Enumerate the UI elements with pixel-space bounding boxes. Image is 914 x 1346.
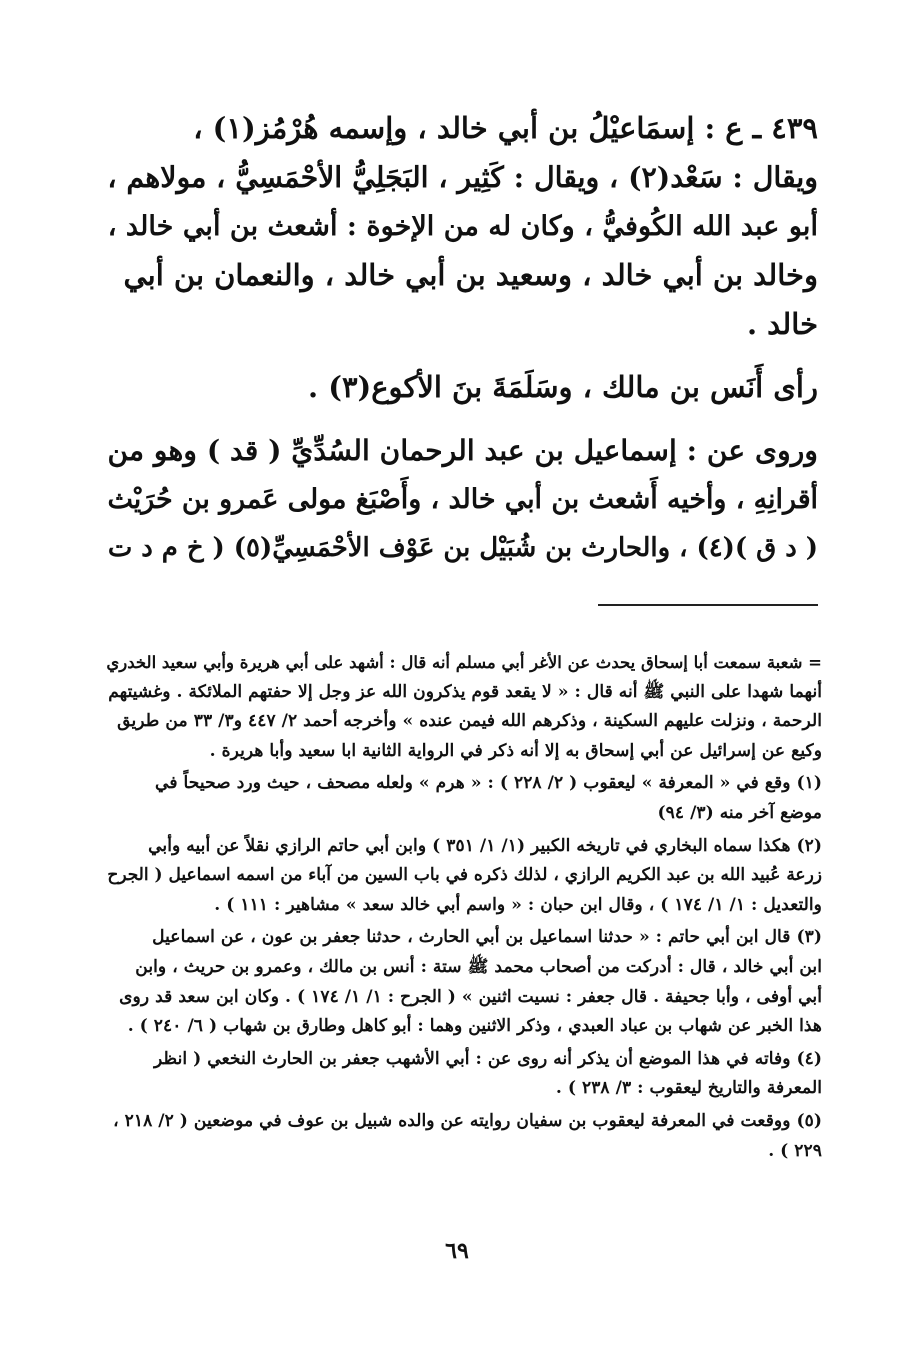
footnote-line: ابن أبي خالد ، قال : أدركت من أصحاب محمد ﷺ ستة : أنس بن مالك ، وعمرو بن حريث ، وابن xyxy=(135,956,822,977)
footnote-line: الرحمة ، ونزلت عليهم السكينة ، وذكرهم الله فيمن عنده » وأخرجه أحمد ٢/ ٤٤٧ و٣/ ٣٣ من طريق xyxy=(117,711,822,732)
footnote-line: (٣) قال ابن أبي حاتم : « حدثنا اسماعيل بن أبي الحارث ، حدثنا جعفر بن عون ، عن اسماعيل xyxy=(152,927,822,948)
text-line: ( د ق )(٤) ، والحارث بن شُبَيْل بن عَوْف الأحْمَسِيِّ(٥) ( خ م د ت xyxy=(107,533,818,563)
text-line: ٤٣٩ ـ ع : إسمَاعيْلُ بن أبي خالد ، وإسمه هُرْمُز(١) ، xyxy=(193,111,818,145)
footnote-line: هذا الخبر عن شهاب بن عباد العبدي ، وذكر الاثنين وهما : أبو كاهل وطارق بن شهاب ( ٦/ ٢٤٠ ) . xyxy=(127,1016,822,1037)
text-line: وروى عن : إسماعيل بن عبد الرحمان السُدِّيِّ ( قد ) وهو من xyxy=(107,433,818,467)
footnote-separator xyxy=(598,604,818,606)
footnote-3 xyxy=(100,923,822,1041)
footnotes xyxy=(100,648,822,1169)
footnote-line: (١) وقع في « المعرفة » ليعقوب ( ٢/ ٢٢٨ ) : « هرم » ولعله مصحف ، حيث ورد صحيحاً في xyxy=(155,773,822,794)
footnote-4 xyxy=(100,1045,822,1104)
footnote-5 xyxy=(100,1107,822,1166)
footnote-line: ٢٢٩ ) . xyxy=(768,1140,822,1161)
footnote-line: المعرفة والتاريخ ليعقوب : ٣/ ٢٣٨ ) . xyxy=(555,1078,822,1099)
biography-entry-header xyxy=(100,104,818,349)
footnote-line: (٤) وفاته في هذا الموضع أن يذكر أنه روى عن : أبي الأشهب جعفر بن الحارث النخعي ( انظر xyxy=(154,1048,822,1069)
footnote-line: والتعديل : ١/ ١/ ١٧٤ ) ، وقال ابن حبان : « واسم أبي خالد سعد » مشاهير : ١١١ ) . xyxy=(214,894,822,915)
text-line: أقرانِهِ ، وأخيه أَشعث بن أبي خالد ، وأَصْبَغ مولى عَمرو بن حُرَيْث xyxy=(107,484,818,515)
text-line: خالد . xyxy=(746,307,818,341)
footnote-continuation xyxy=(100,648,822,766)
footnote-line: أبي أوفى ، وأبا جحيفة . قال جعفر : نسيت اثنين » ( الجرح : ١/ ١/ ١٧٤ ) . وكان ابن سعد قد روى xyxy=(119,986,822,1007)
footnote-line: موضع آخر منه (٣/ ٩٤) xyxy=(657,802,822,823)
footnote-1 xyxy=(100,769,822,828)
page-number: ٦٩ xyxy=(445,1238,469,1264)
footnote-2 xyxy=(100,832,822,921)
footnote-line: (٢) هكذا سماه البخاري في تاريخه الكبير (١/ ١/ ٣٥١ ) وابن أبي حاتم الرازي نقلاً عن أبيه وأبي xyxy=(148,835,822,856)
text-line: أبو عبد الله الكُوفيُّ ، وكان له من الإخوة : أشعث بن أبي خالد ، xyxy=(107,211,818,242)
text-line: ويقال : سَعْد(٢) ، ويقال : كَثِير ، البَجَلِيُّ الأحْمَسِيُّ ، مولاهم ، xyxy=(107,160,818,194)
footnote-line: وكيع عن إسرائيل عن أبي إسحاق به إلا أنه ذكر في الرواية الثانية ابا سعيد وأبا هريرة . xyxy=(209,740,822,761)
footnote-line: أنهما شهدا على النبي ﷺ أنه قال : « لا يقعد قوم يذكرون الله عز وجل إلا حفتهم الملائكة . وغشيتهم xyxy=(108,681,822,702)
narrated-from-paragraph xyxy=(100,426,818,573)
footnote-line: زرعة عُبيد الله بن عبد الكريم الرازي ، لذلك ذكره في باب السين من آباء من اسمه اسماعيل ( الجرح xyxy=(107,865,822,886)
seen-companions-paragraph xyxy=(100,363,818,412)
footnote-line: = شعبة سمعت أبا إسحاق يحدث عن الأغر أبي مسلم أنه قال : أشهد على أبي هريرة وأبي سعيد الخدري xyxy=(106,653,822,672)
text-line: وخالد بن أبي خالد ، وسعيد بن أبي خالد ، والنعمان بن أبي xyxy=(123,258,818,292)
text-line: رأى أَنَس بن مالك ، وسَلَمَةَ بنَ الأكوع(٣) . xyxy=(308,370,818,404)
main-text xyxy=(100,104,818,587)
footnote-line: (٥) ووقعت في المعرفة ليعقوب بن سفيان روايته عن والده شبيل بن عوف في موضعين ( ٢/ ٢١٨ ، xyxy=(113,1110,822,1131)
